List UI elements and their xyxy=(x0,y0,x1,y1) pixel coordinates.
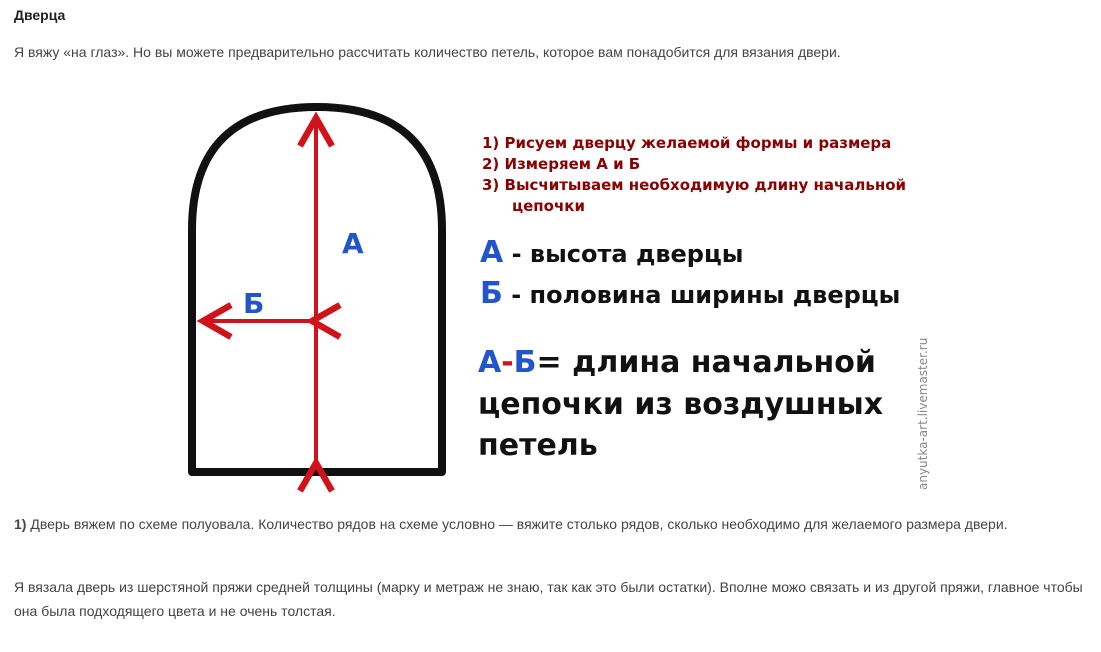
formula-line-1: А-Б= длина начальной xyxy=(478,345,876,380)
watermark xyxy=(913,320,933,490)
door-diagram xyxy=(170,85,930,495)
intro-paragraph: Я вяжу «на глаз». Но вы можете предварительно рассчитать количество петель, которое вам понадобится для вязания двери. xyxy=(14,44,841,60)
step-2: 2) Измеряем А и Б xyxy=(482,155,641,173)
formula-line-3: петель xyxy=(478,428,598,463)
step-1-number: 1) xyxy=(14,516,27,532)
step-1: 1) Рисуем дверцу желаемой формы и размера xyxy=(482,134,892,152)
step-3: 3) Высчитываем необходимую длину начальной xyxy=(482,176,907,194)
formula-line-2: цепочки из воздушных xyxy=(478,387,884,422)
step-1-paragraph xyxy=(14,512,1084,536)
yarn-paragraph: Я вязала дверь из шерстяной пряжи средней толщины (марку и метраж не знаю, так как это были остатки). Вполне можо связать и из другой пряжи, главное чтобы она была подходящего цвета и не очень толстая. xyxy=(14,579,1083,619)
watermark-text: anyutka-art.livemaster.ru xyxy=(916,337,930,490)
section-heading: Дверца xyxy=(14,7,66,23)
def-b: Б - половина ширины дверцы xyxy=(480,276,901,311)
step-1-text: Дверь вяжем по схеме полуовала. Количество рядов на схеме условно — вяжите столько рядов, сколько необходимо для желаемого размера двери. xyxy=(26,516,1008,532)
step-3-cont: цепочки xyxy=(512,197,585,215)
label-b: Б xyxy=(243,287,265,320)
def-a: А - высота дверцы xyxy=(480,235,744,270)
label-a: А xyxy=(342,227,364,260)
